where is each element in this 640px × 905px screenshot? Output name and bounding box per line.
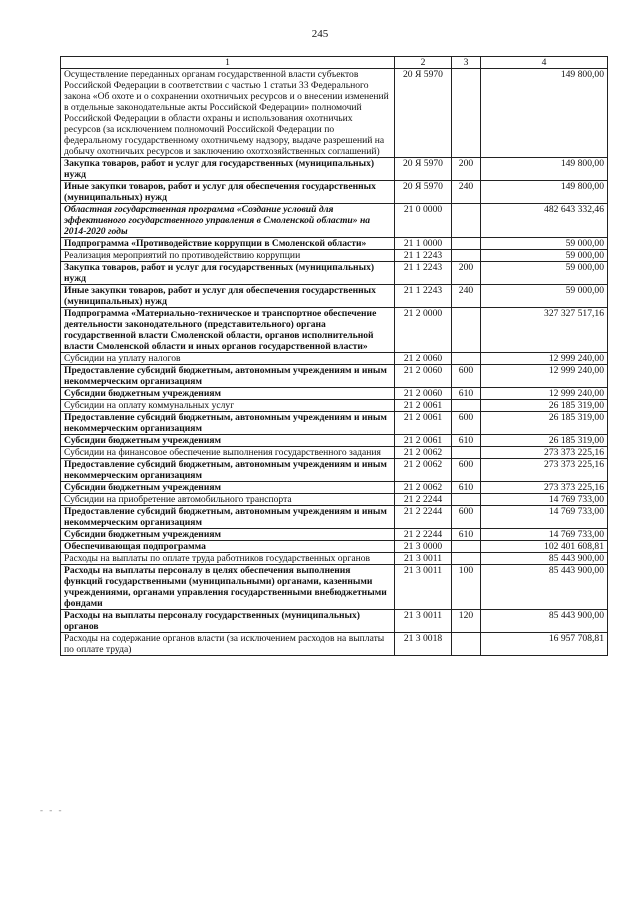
row-code-cell: 21 2 0062 [395,447,452,459]
row-vr-cell [452,238,481,250]
row-vr-cell: 600 [452,412,481,435]
row-vr-cell: 200 [452,262,481,285]
row-vr-cell: 610 [452,529,481,541]
row-amount-cell: 482 643 332,46 [481,204,608,238]
row-name-cell: Закупка товаров, работ и услуг для государственных (муниципальных) нужд [61,158,395,181]
row-name-cell: Субсидии на приобретение автомобильного транспорта [61,494,395,506]
row-name-cell: Расходы на выплаты персоналу государственных (муниципальных) органов [61,610,395,633]
row-name-cell: Субсидии на финансовое обеспечение выполнения государственного задания [61,447,395,459]
row-code-cell: 20 Я 5970 [395,69,452,158]
row-vr-cell [452,633,481,656]
row-name-cell: Иные закупки товаров, работ и услуг для обеспечения государственных (муниципальных) нужд [61,285,395,308]
row-code-cell: 21 3 0011 [395,553,452,565]
row-name-cell: Предоставление субсидий бюджетным, автономным учреждениям и иным некоммерческим организациям [61,412,395,435]
row-code-cell: 21 2 0060 [395,353,452,365]
row-code-cell: 21 2 2244 [395,494,452,506]
table-row [61,435,608,447]
row-code-cell: 20 Я 5970 [395,181,452,204]
row-vr-cell: 100 [452,565,481,610]
row-vr-cell [452,400,481,412]
row-amount-cell: 14 769 733,00 [481,506,608,529]
row-code-cell: 21 2 0060 [395,365,452,388]
row-vr-cell: 610 [452,435,481,447]
row-vr-cell [452,447,481,459]
row-amount-cell: 12 999 240,00 [481,353,608,365]
row-code-cell: 21 1 0000 [395,238,452,250]
table-row [61,494,608,506]
row-code-cell: 21 2 2244 [395,506,452,529]
table-row [61,506,608,529]
header-col-1: 1 [61,57,395,69]
row-vr-cell: 240 [452,181,481,204]
row-vr-cell [452,308,481,353]
table-row [61,262,608,285]
row-amount-cell: 26 185 319,00 [481,435,608,447]
row-code-cell: 21 2 0060 [395,388,452,400]
table-row [61,181,608,204]
row-code-cell: 21 2 0062 [395,482,452,494]
row-amount-cell: 85 443 900,00 [481,553,608,565]
row-code-cell: 21 1 2243 [395,262,452,285]
row-amount-cell: 102 401 608,81 [481,541,608,553]
table-row [61,412,608,435]
table-row [61,529,608,541]
row-vr-cell: 610 [452,388,481,400]
header-col-2: 2 [395,57,452,69]
row-name-cell: Субсидии бюджетным учреждениям [61,388,395,400]
table-row [61,285,608,308]
table-row [61,353,608,365]
table-row [61,69,608,158]
row-amount-cell: 14 769 733,00 [481,494,608,506]
table-row [61,459,608,482]
table-row [61,482,608,494]
page-number: 245 [311,28,329,40]
row-name-cell: Расходы на выплаты по оплате труда работников государственных органов [61,553,395,565]
row-vr-cell [452,553,481,565]
table-header-row [61,57,608,69]
row-vr-cell: 600 [452,459,481,482]
row-name-cell: Подпрограмма «Материально-техническое и транспортное обеспечение деятельности законодательного (представительного) органа государственной власти Смоленской области, органов исполнительной власти Смоленской области и иных органов государственной власти» [61,308,395,353]
table-row [61,365,608,388]
row-code-cell: 21 3 0018 [395,633,452,656]
row-name-cell: Закупка товаров, работ и услуг для государственных (муниципальных) нужд [61,262,395,285]
table-row [61,541,608,553]
table-row [61,308,608,353]
row-code-cell: 21 3 0000 [395,541,452,553]
row-amount-cell: 327 327 517,16 [481,308,608,353]
row-vr-cell [452,494,481,506]
row-name-cell: Предоставление субсидий бюджетным, автономным учреждениям и иным некоммерческим организациям [61,506,395,529]
row-vr-cell [452,250,481,262]
table-row [61,204,608,238]
row-name-cell: Субсидии на уплату налогов [61,353,395,365]
row-vr-cell: 240 [452,285,481,308]
table-row [61,633,608,656]
row-amount-cell: 14 769 733,00 [481,529,608,541]
row-code-cell: 21 2 0000 [395,308,452,353]
row-code-cell: 21 2 0061 [395,412,452,435]
row-code-cell: 21 2 0061 [395,400,452,412]
row-vr-cell: 200 [452,158,481,181]
row-code-cell: 20 Я 5970 [395,158,452,181]
row-amount-cell: 273 373 225,16 [481,482,608,494]
row-amount-cell: 16 957 708,81 [481,633,608,656]
table-row [61,447,608,459]
table-body [61,69,608,656]
table-row [61,553,608,565]
row-name-cell: Предоставление субсидий бюджетным, автономным учреждениям и иным некоммерческим организациям [61,459,395,482]
scan-artifact: - - - [40,805,64,815]
row-amount-cell: 59 000,00 [481,238,608,250]
table-row [61,238,608,250]
row-amount-cell: 59 000,00 [481,250,608,262]
row-code-cell: 21 3 0011 [395,610,452,633]
row-name-cell: Реализация мероприятий по противодействию коррупции [61,250,395,262]
row-amount-cell: 149 800,00 [481,69,608,158]
header-col-3: 3 [452,57,481,69]
row-amount-cell: 59 000,00 [481,262,608,285]
row-name-cell: Субсидии бюджетным учреждениям [61,529,395,541]
row-code-cell: 21 2 0062 [395,459,452,482]
row-amount-cell: 26 185 319,00 [481,412,608,435]
row-name-cell: Субсидии бюджетным учреждениям [61,435,395,447]
row-code-cell: 21 1 2243 [395,285,452,308]
row-name-cell: Субсидии бюджетным учреждениям [61,482,395,494]
row-code-cell: 21 2 2244 [395,529,452,541]
row-code-cell: 21 3 0011 [395,565,452,610]
row-name-cell: Осуществление переданных органам государственной власти субъектов Российской Федерации в соответствии с частью 1 статьи 33 Федерального закона «Об охоте и о сохранении охотничьих ресурсов и о внесении изменений в отдельные законодательные акты Российской Федерации» полномочий Российской Федерации в области охраны и использования охотничьих ресурсов (за исключением полномочий Российской Федерации по федеральному государственному охотничьему надзору, выдаче разрешений на добычу охотничьих ресурсов и заключению охотхозяйственных соглашений) [61,69,395,158]
row-code-cell: 21 0 0000 [395,204,452,238]
row-name-cell: Подпрограмма «Противодействие коррупции в Смоленской области» [61,238,395,250]
row-vr-cell: 120 [452,610,481,633]
row-name-cell: Иные закупки товаров, работ и услуг для обеспечения государственных (муниципальных) нужд [61,181,395,204]
row-amount-cell: 85 443 900,00 [481,565,608,610]
row-vr-cell [452,69,481,158]
row-name-cell: Обеспечивающая подпрограмма [61,541,395,553]
budget-table [60,56,608,656]
row-vr-cell [452,541,481,553]
row-amount-cell: 26 185 319,00 [481,400,608,412]
row-amount-cell: 273 373 225,16 [481,447,608,459]
row-code-cell: 21 2 0061 [395,435,452,447]
row-name-cell: Расходы на содержание органов власти (за исключением расходов на выплаты по оплате труда) [61,633,395,656]
row-vr-cell: 600 [452,365,481,388]
row-code-cell: 21 1 2243 [395,250,452,262]
row-amount-cell: 12 999 240,00 [481,365,608,388]
header-col-4: 4 [481,57,608,69]
row-name-cell: Субсидии на оплату коммунальных услуг [61,400,395,412]
table-row [61,610,608,633]
row-name-cell: Областная государственная программа «Создание условий для эффективного государственного управления в Смоленской области» на 2014-2020 годы [61,204,395,238]
table-row [61,400,608,412]
row-amount-cell: 59 000,00 [481,285,608,308]
row-amount-cell: 273 373 225,16 [481,459,608,482]
row-amount-cell: 149 800,00 [481,181,608,204]
row-vr-cell [452,353,481,365]
table-row [61,565,608,610]
row-vr-cell [452,204,481,238]
table-row [61,250,608,262]
row-amount-cell: 149 800,00 [481,158,608,181]
table-row [61,388,608,400]
row-amount-cell: 85 443 900,00 [481,610,608,633]
row-vr-cell: 610 [452,482,481,494]
row-vr-cell: 600 [452,506,481,529]
table-row [61,158,608,181]
row-amount-cell: 12 999 240,00 [481,388,608,400]
row-name-cell: Предоставление субсидий бюджетным, автономным учреждениям и иным некоммерческим организациям [61,365,395,388]
row-name-cell: Расходы на выплаты персоналу в целях обеспечения выполнения функций государственными (муниципальными) органами, казенными учреждениями, органами управления государственными внебюджетными фондами [61,565,395,610]
